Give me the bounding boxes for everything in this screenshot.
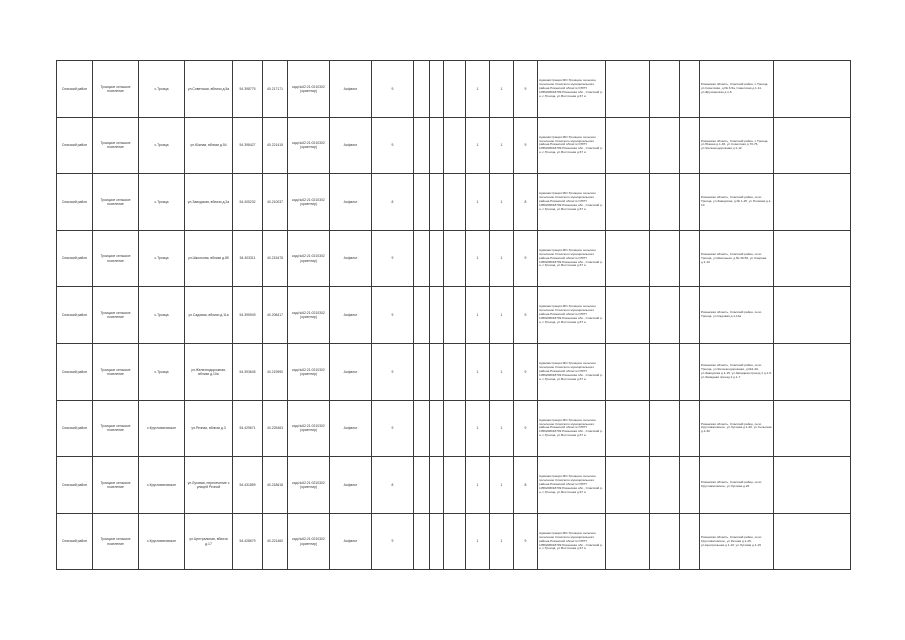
area-cell: 9: [372, 513, 414, 570]
empty-cell: [430, 400, 444, 457]
longitude-cell: 40.217171: [263, 61, 288, 118]
volume-cell: 9: [514, 230, 538, 287]
district-cell: Спасский район: [57, 457, 93, 514]
longitude-cell: 40.208417: [263, 287, 288, 344]
count-cell: 1: [490, 117, 514, 174]
empty-cell: [430, 117, 444, 174]
empty-cell: [606, 174, 650, 231]
empty-cell: [444, 513, 466, 570]
latitude-cell: 54.431859: [233, 457, 263, 514]
surface-cell: Асфальт: [330, 117, 372, 174]
count-cell: 1: [490, 343, 514, 400]
empty-cell: [444, 400, 466, 457]
empty-cell: [650, 230, 680, 287]
cadastral-cell: кад.№62:21:0210302 (ориентир): [288, 343, 330, 400]
cadastral-cell: кад.№62:21:0210302 (ориентир): [288, 230, 330, 287]
empty-cell: [430, 61, 444, 118]
empty-cell: [430, 230, 444, 287]
count-cell: 1: [466, 457, 490, 514]
sources-cell: Рязанская область, Спасский район, село Кругловатовское, ул.Луговая д.1-20, ул.Сельская д.1-30: [700, 400, 774, 457]
empty-cell: [650, 174, 680, 231]
street-cell: ул.Центральная, вблизи д.17: [185, 513, 233, 570]
count-cell: 1: [466, 230, 490, 287]
street-cell: ул.Школьная, вблизи д.8б: [185, 230, 233, 287]
street-cell: ул.Железнодорожная, вблизи д.10а: [185, 343, 233, 400]
surface-cell: Асфальт: [330, 513, 372, 570]
empty-cell: [444, 174, 466, 231]
empty-cell: [606, 513, 650, 570]
empty-cell: [774, 287, 851, 344]
district-cell: Спасский район: [57, 117, 93, 174]
volume-cell: 9: [514, 287, 538, 344]
cadastral-cell: кад.№62:21:0210302 (ориентир): [288, 117, 330, 174]
empty-cell: [606, 457, 650, 514]
table-row: [57, 174, 851, 231]
volume-cell: 8: [514, 174, 538, 231]
sources-cell: Рязанская область, Спасский район, село Кругловатовское, ул.Речная д.1-26, ул.Центральная д.1-16, ул.Луговая д.1-15: [700, 513, 774, 570]
settlement-cell: Троицкое сельское поселение: [93, 61, 139, 118]
locality-cell: с.Троица: [139, 61, 185, 118]
owner-cell: Администрация МО-Троицкое сельское поселение Спасского муниципального района Рязанской области ОГРН 1056208018709 Рязанская обл., Спасский р-н, с.Троица, ул.Восточная д.67 а: [538, 343, 606, 400]
count-cell: 1: [466, 61, 490, 118]
district-cell: Спасский район: [57, 174, 93, 231]
district-cell: Спасский район: [57, 230, 93, 287]
empty-cell: [430, 174, 444, 231]
settlement-cell: Троицкое сельское поселение: [93, 513, 139, 570]
settlement-cell: Троицкое сельское поселение: [93, 117, 139, 174]
empty-cell: [650, 61, 680, 118]
area-cell: 8: [372, 174, 414, 231]
empty-cell: [444, 117, 466, 174]
count-cell: 1: [490, 287, 514, 344]
empty-cell: [680, 174, 700, 231]
longitude-cell: 40.210037: [263, 174, 288, 231]
empty-cell: [680, 117, 700, 174]
longitude-cell: 40.221415: [263, 117, 288, 174]
latitude-cell: 54.393645: [233, 343, 263, 400]
area-cell: 9: [372, 400, 414, 457]
count-cell: 1: [466, 513, 490, 570]
empty-cell: [774, 400, 851, 457]
volume-cell: 9: [514, 513, 538, 570]
empty-cell: [650, 513, 680, 570]
empty-cell: [774, 174, 851, 231]
table-row: [57, 343, 851, 400]
sources-cell: Рязанская область, Спасский район, село Троица, ул.Школьная, д.№ 30-56, ул.Озерная д.1-10: [700, 230, 774, 287]
empty-cell: [680, 230, 700, 287]
district-cell: Спасский район: [57, 287, 93, 344]
district-cell: Спасский район: [57, 343, 93, 400]
empty-cell: [774, 513, 851, 570]
settlement-cell: Троицкое сельское поселение: [93, 457, 139, 514]
empty-cell: [444, 230, 466, 287]
volume-cell: 8: [514, 457, 538, 514]
latitude-cell: 54.429671: [233, 400, 263, 457]
count-cell: 1: [466, 400, 490, 457]
table-row: [57, 61, 851, 118]
street-cell: ул.Заводская, вблизи д.2а: [185, 174, 233, 231]
table-row: [57, 457, 851, 514]
owner-cell: Администрация МО-Троицкое сельское поселение Спасского муниципального района Рязанской области ОГРН 1056208018709 Рязанская обл., Спасский р-н, с.Троица, ул.Восточная д.67 а: [538, 117, 606, 174]
area-cell: 9: [372, 287, 414, 344]
empty-cell: [444, 61, 466, 118]
locality-cell: с.Троица: [139, 287, 185, 344]
district-cell: Спасский район: [57, 61, 93, 118]
registry-table: [56, 60, 851, 570]
surface-cell: Асфальт: [330, 287, 372, 344]
surface-cell: Асфальт: [330, 457, 372, 514]
empty-cell: [606, 230, 650, 287]
empty-cell: [606, 400, 650, 457]
empty-cell: [414, 457, 430, 514]
count-cell: 1: [490, 400, 514, 457]
table-row: [57, 287, 851, 344]
count-cell: 1: [490, 61, 514, 118]
count-cell: 1: [466, 343, 490, 400]
empty-cell: [680, 287, 700, 344]
district-cell: Спасский район: [57, 400, 93, 457]
owner-cell: Администрация МО-Троицкое сельское поселение Спасского муниципального района Рязанской области ОГРН 1056208018709 Рязанская обл., Спасский р-н, с.Троица, ул.Восточная д.67 а: [538, 457, 606, 514]
area-cell: 9: [372, 61, 414, 118]
table-row: [57, 117, 851, 174]
latitude-cell: 54.403311: [233, 230, 263, 287]
empty-cell: [774, 230, 851, 287]
cadastral-cell: кад.№62:21:0210302 (ориентир): [288, 287, 330, 344]
empty-cell: [650, 287, 680, 344]
count-cell: 1: [490, 174, 514, 231]
locality-cell: с.Троица: [139, 230, 185, 287]
cadastral-cell: кад.№62:21:0210302 (ориентир): [288, 61, 330, 118]
empty-cell: [774, 457, 851, 514]
count-cell: 1: [490, 513, 514, 570]
latitude-cell: 54.398427: [233, 117, 263, 174]
street-cell: ул.Советская, вблизи д.5а: [185, 61, 233, 118]
empty-cell: [606, 287, 650, 344]
owner-cell: Администрация МО-Троицкое сельское поселение Спасского муниципального района Рязанской области ОГРН 1056208018709 Рязанская обл., Спасский р-н, с.Троица, ул.Восточная д.67 а: [538, 513, 606, 570]
latitude-cell: 54.398775: [233, 61, 263, 118]
owner-cell: Администрация МО-Троицкое сельское поселение Спасского муниципального района Рязанской области ОГРН 1056208018709 Рязанская обл., Спасский р-н, с.Троица, ул.Восточная д.67 а: [538, 174, 606, 231]
table-row: [57, 513, 851, 570]
volume-cell: 9: [514, 61, 538, 118]
settlement-cell: Троицкое сельское поселение: [93, 230, 139, 287]
count-cell: 1: [466, 117, 490, 174]
street-cell: ул.Садовая, вблизи д.11а: [185, 287, 233, 344]
empty-cell: [774, 117, 851, 174]
cadastral-cell: кад.№62:21:0210302 (ориентир): [288, 457, 330, 514]
empty-cell: [430, 343, 444, 400]
longitude-cell: 40.219590: [263, 343, 288, 400]
settlement-cell: Троицкое сельское поселение: [93, 343, 139, 400]
area-cell: 9: [372, 117, 414, 174]
empty-cell: [650, 117, 680, 174]
empty-cell: [444, 457, 466, 514]
settlement-cell: Троицкое сельское поселение: [93, 400, 139, 457]
longitude-cell: 40.225463: [263, 400, 288, 457]
surface-cell: Асфальт: [330, 343, 372, 400]
empty-cell: [414, 117, 430, 174]
table-row: [57, 230, 851, 287]
area-cell: 9: [372, 343, 414, 400]
locality-cell: с.Троица: [139, 174, 185, 231]
locality-cell: с.Кругловатовское: [139, 400, 185, 457]
empty-cell: [680, 400, 700, 457]
owner-cell: Администрация МО-Троицкое сельское поселение Спасского муниципального района Рязанской области ОГРН 1056208018709 Рязанская обл., Спасский р-н, с.Троица, ул.Восточная д.67 а: [538, 287, 606, 344]
sources-cell: Рязанская область, Спасский район, село Троица, ул.Заводская, д.№ 1-25, ул.Полевая д.1-10: [700, 174, 774, 231]
empty-cell: [680, 61, 700, 118]
locality-cell: с.Троица: [139, 343, 185, 400]
sources-cell: Рязанская область, Спасский район, село Троица, ул.Железнодорожная, д.№1-20, ул.Заводская д.1-15, ул.Западная проезд 1 д.1-5, ул.Западная проезд 2 д.1-7: [700, 343, 774, 400]
empty-cell: [414, 287, 430, 344]
empty-cell: [444, 343, 466, 400]
empty-cell: [414, 230, 430, 287]
settlement-cell: Троицкое сельское поселение: [93, 287, 139, 344]
empty-cell: [414, 343, 430, 400]
empty-cell: [414, 400, 430, 457]
district-cell: Спасский район: [57, 513, 93, 570]
latitude-cell: 54.395949: [233, 287, 263, 344]
empty-cell: [414, 513, 430, 570]
longitude-cell: 40.218618: [263, 457, 288, 514]
empty-cell: [414, 174, 430, 231]
owner-cell: Администрация МО-Троицкое сельское поселение Спасского муниципального района Рязанской области ОГРН 1056208018709 Рязанская обл., Спасский р-н, с.Троица, ул.Восточная д.67 а: [538, 61, 606, 118]
empty-cell: [606, 343, 650, 400]
surface-cell: Асфальт: [330, 174, 372, 231]
sources-cell: Рязанская область, Спасский район, село Троица, ул.Садовая д.1-14а: [700, 287, 774, 344]
volume-cell: 9: [514, 400, 538, 457]
street-cell: ул.Луговая, пересечение с улицей Речной: [185, 457, 233, 514]
table-body: [57, 61, 851, 570]
table-row: [57, 400, 851, 457]
empty-cell: [774, 61, 851, 118]
surface-cell: Асфальт: [330, 400, 372, 457]
empty-cell: [680, 513, 700, 570]
count-cell: 1: [466, 174, 490, 231]
owner-cell: Администрация МО-Троицкое сельское поселение Спасского муниципального района Рязанской области ОГРН 1056208018709 Рязанская обл., Спасский р-н, с.Троица, ул.Восточная д.67 а: [538, 230, 606, 287]
street-cell: ул.Речная, вблизи д.3: [185, 400, 233, 457]
empty-cell: [430, 513, 444, 570]
surface-cell: Асфальт: [330, 230, 372, 287]
empty-cell: [414, 61, 430, 118]
locality-cell: с.Троица: [139, 117, 185, 174]
owner-cell: Администрация МО-Троицкое сельское поселение Спасского муниципального района Рязанской области ОГРН 1056208018709 Рязанская обл., Спасский р-н, с.Троица, ул.Восточная д.67 а: [538, 400, 606, 457]
empty-cell: [430, 287, 444, 344]
surface-cell: Асфальт: [330, 61, 372, 118]
empty-cell: [650, 343, 680, 400]
empty-cell: [680, 343, 700, 400]
locality-cell: с.Кругловатовское: [139, 513, 185, 570]
sources-cell: Рязанская область, Спасский район, с.Троица, ул.Советская, д.№ 3-5а, Советская д.1-11, ул.Фрунзенская д.1-6: [700, 61, 774, 118]
latitude-cell: 54.405232: [233, 174, 263, 231]
sources-cell: Рязанская область, Спасский район, село Кругловатовское, ул.Луговая д.26: [700, 457, 774, 514]
volume-cell: 9: [514, 343, 538, 400]
longitude-cell: 40.221460: [263, 513, 288, 570]
cadastral-cell: кад.№62:21:0210302 (ориентир): [288, 400, 330, 457]
cadastral-cell: кад.№62:21:0210302 (ориентир): [288, 174, 330, 231]
empty-cell: [444, 287, 466, 344]
empty-cell: [606, 117, 650, 174]
empty-cell: [650, 457, 680, 514]
settlement-cell: Троицкое сельское поселение: [93, 174, 139, 231]
empty-cell: [774, 343, 851, 400]
latitude-cell: 54.428679: [233, 513, 263, 570]
count-cell: 1: [466, 287, 490, 344]
area-cell: 8: [372, 457, 414, 514]
locality-cell: с.Кругловатовское: [139, 457, 185, 514]
street-cell: ул.Южная, вблизи д.54: [185, 117, 233, 174]
sources-cell: Рязанская область, Спасский район, с.Троица, ул.Южная д.1-46, ул.Советская д.70-76, ул.Железнодорожная д.1-12: [700, 117, 774, 174]
cadastral-cell: кад.№62:21:0210302 (ориентир): [288, 513, 330, 570]
volume-cell: 9: [514, 117, 538, 174]
count-cell: 1: [490, 457, 514, 514]
empty-cell: [606, 61, 650, 118]
empty-cell: [650, 400, 680, 457]
empty-cell: [680, 457, 700, 514]
empty-cell: [430, 457, 444, 514]
count-cell: 1: [490, 230, 514, 287]
area-cell: 9: [372, 230, 414, 287]
longitude-cell: 40.215478: [263, 230, 288, 287]
